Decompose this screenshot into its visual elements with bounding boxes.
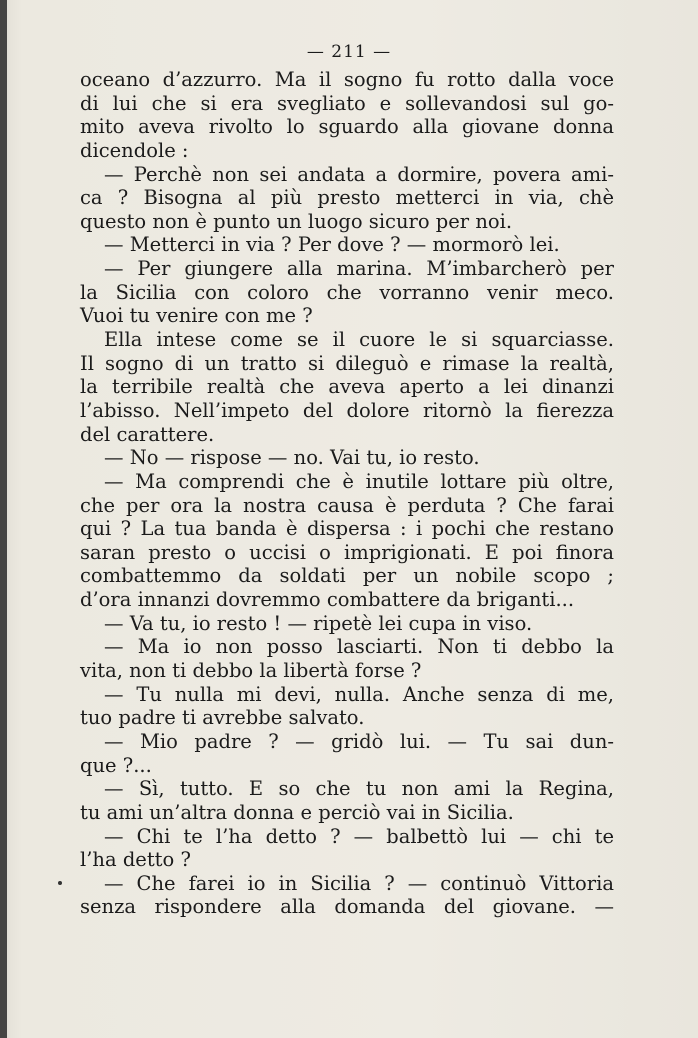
text-line: — Per giungere alla marina. M’imbarcherò per — [104, 257, 614, 281]
text-line: que ?... — [80, 753, 152, 777]
text-line: di lui che si era svegliato e sollevandosi sul go- — [80, 91, 614, 115]
text-line: senza rispondere alla domanda del giovane. — — [80, 895, 614, 919]
page-number: — 211 — — [306, 42, 392, 62]
text-line: dicendole : — [80, 138, 189, 162]
text-line: qui ? La tua banda è dispersa : i pochi che restano — [80, 517, 614, 541]
text-line: questo non è punto un luogo sicuro per noi. — [80, 209, 513, 233]
text-line: — Ma comprendi che è inutile lottare più oltre, — [104, 469, 614, 493]
text-line: d’ora innanzi dovremmo combattere da briganti... — [80, 588, 575, 612]
text-line: la terribile realtà che aveva aperto a lei dinanzi — [80, 375, 614, 399]
text-line: — Perchè non sei andata a dormire, povera ami- — [104, 162, 614, 186]
text-line: del carattere. — [80, 422, 215, 446]
text-line: — Che farei io in Sicilia ? — continuò Vittoria — [104, 871, 614, 895]
text-line: ca ? Bisogna al più presto metterci in via, chè — [80, 186, 614, 210]
text-line: — Mio padre ? — gridò lui. — Tu sai dun- — [104, 729, 614, 753]
text-line: oceano d’azzurro. Ma il sogno fu rotto dalla voce — [80, 68, 614, 91]
text-line: — Metterci in via ? Per dove ? — mormorò lei. — [104, 233, 560, 257]
text-line: l’ha detto ? — [80, 848, 191, 872]
text-line: Vuoi tu venire con me ? — [80, 304, 313, 328]
text-line: tu ami un’altra donna e perciò vai in Sicilia. — [80, 800, 514, 824]
text-line: tuo padre ti avrebbe salvato. — [80, 706, 365, 730]
text-line: vita, non ti debbo la libertà forse ? — [80, 659, 422, 683]
text-line: l’abisso. Nell’impeto del dolore ritornò la fierezza — [80, 398, 614, 422]
text-line: Ella intese come se il cuore le si squarciasse. — [104, 328, 614, 352]
body-text — [80, 68, 614, 919]
text-line: combattemmo da soldati per un nobile scopo ; — [80, 564, 614, 588]
text-line: saran presto o uccisi o imprigionati. E poi finora — [80, 540, 614, 564]
text-line: la Sicilia con coloro che vorranno venir meco. — [80, 280, 614, 304]
text-line: — Chi te l’ha detto ? — balbettò lui — chi te — [104, 824, 614, 848]
text-line: — No — rispose — no. Vai tu, io resto. — [104, 446, 480, 470]
text-line: che per ora la nostra causa è perduta ? Che farai — [80, 493, 614, 517]
text-line: — Va tu, io resto ! — ripetè lei cupa in viso. — [104, 611, 533, 635]
text-line: mito aveva rivolto lo sguardo alla giovane donna — [80, 115, 614, 139]
page-spine-edge — [0, 0, 7, 1038]
text-line: — Ma io non posso lasciarti. Non ti debbo la — [104, 635, 614, 659]
text-line: — Sì, tutto. E so che tu non ami la Regina, — [104, 777, 614, 801]
ink-speck — [58, 881, 62, 885]
text-line: — Tu nulla mi devi, nulla. Anche senza di me, — [104, 682, 614, 706]
text-line: Il sogno di un tratto si dileguò e rimase la realtà, — [80, 351, 614, 375]
